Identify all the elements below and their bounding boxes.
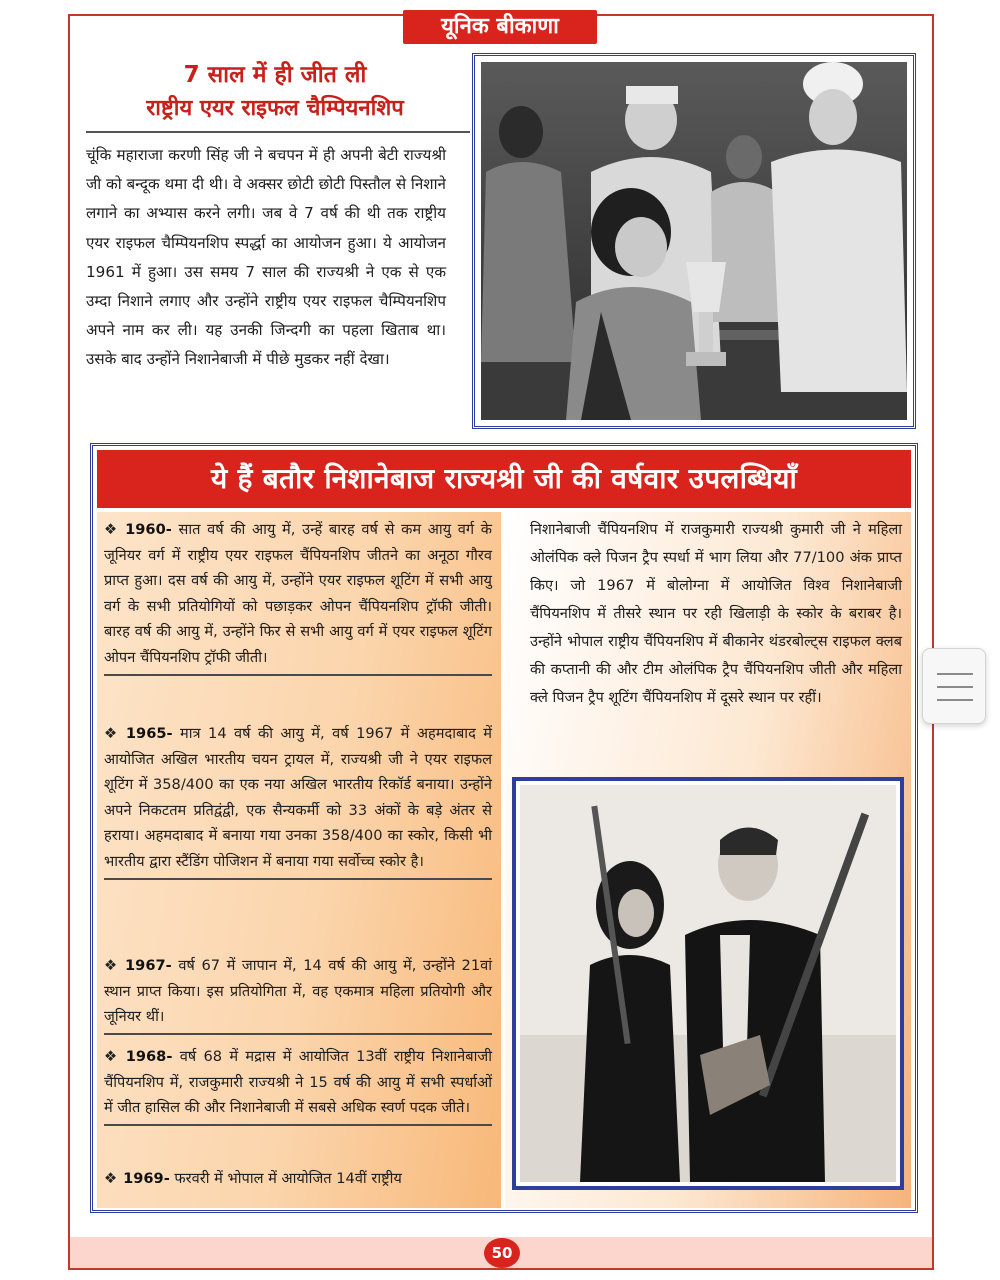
achievement-text: वर्ष 68 में मद्रास में आयोजित 13वीं राष्ट्रीय निशानेबाजी चैंपियनशिप में, राजकुमारी राज्यश्री ने 15 वर्ष की आयु में सभी स्पर्धाओं में जीत हासिल की और निशानेबाजी में सबसे अधिक स्वर्ण पदक जीते। xyxy=(104,1048,493,1117)
achievement-year: 1960- xyxy=(125,521,172,538)
photo-girl-with-trophy xyxy=(481,62,907,420)
achievement-1968 xyxy=(104,1044,492,1126)
hamburger-menu-button[interactable] xyxy=(922,648,986,724)
masthead: यूनिक बीकाणा xyxy=(403,10,597,44)
achievement-1965 xyxy=(104,721,492,880)
achievement-year: 1968- xyxy=(125,1048,173,1065)
achievement-text: सात वर्ष की आयु में, उन्हें बारह वर्ष से कम आयु वर्ग के जूनियर वर्ग में राष्ट्रीय एयर राइफल चैंपियनशिप जीतने का अनूठा गौरव प्राप्त हुआ। दस वर्ष की आयु में, उन्होंने एयर राइफल शूटिंग में सभी आयु वर्ग के सभी प्रतियोगियों को पछाड़कर ओपन चैंपियनशिप ट्रॉफी जीती। बारह वर्ष की आयु में, उन्होंने फिर से सभी आयु वर्ग में एयर राइफल शूटिंग ओपन चैंपियनशिप ट्रॉफी जीती। xyxy=(104,521,492,666)
achievement-year: 1965- xyxy=(125,725,173,742)
article-heading xyxy=(90,58,460,126)
achievement-1967 xyxy=(104,953,492,1035)
diamond-bullet-icon: ❖ xyxy=(104,957,120,974)
intro-paragraph: चूंकि महाराजा करणी सिंह जी ने बचपन में ही अपनी बेटी राज्यश्री जी को बन्दूक थमा दी थी। वे अक्सर छोटी छोटी पिस्तौल से निशाने लगाने का अभ्यास करने लगी। जब वे 7 वर्ष की थी तक राष्ट्रीय एयर राइफल चैम्पियनशिप स्पर्द्धा का आयोजन हुआ। ये आयोजन 1961 में हुआ। उस समय 7 साल की राज्यश्री ने एक से एक उम्दा निशाने लगाए और उन्होंने राष्ट्रीय एयर राइफल चैम्पियनशिप अपने नाम कर ली। यह उनकी जिन्दगी का पहला खिताब था। उसके बाद उन्होंने निशानेबाजी में पीछे मुडकर नहीं देखा। xyxy=(86,146,446,369)
diamond-bullet-icon: ❖ xyxy=(104,521,120,538)
diamond-bullet-icon: ❖ xyxy=(104,1048,120,1065)
photo-shooting-frame xyxy=(512,777,904,1190)
photo-shooters-with-guns xyxy=(520,785,896,1182)
achievement-year: 1969- xyxy=(123,1170,170,1187)
diamond-bullet-icon: ❖ xyxy=(104,725,120,742)
photo-trophy-frame xyxy=(472,53,916,429)
achievement-1969-continued: निशानेबाजी चैंपियनशिप में राजकुमारी राज्यश्री कुमारी जी ने महिला ओलंपिक क्ले पिजन ट्रैप स्पर्धा में भाग लिया और 77/100 अंक प्राप्त किए। जो 1967 में बोलोग्ना में आयोजित विश्व निशानेबाजी चैंपियनशिप में तीसरे स्थान पर रही खिलाड़ी के स्कोर के बराबर है। उन्होंने भोपाल राष्ट्रीय चैंपियनशिप में बीकानेर थंडरबोल्ट्स राइफल क्लब की कप्तानी की और टीम ओलंपिक ट्रैप चैंपियनशिप जीती और महिला क्ले पिजन ट्रैप शूटिंग चैंपियनशिप में दूसरे स्थान पर रहीं। xyxy=(530,521,902,706)
achievement-text: फरवरी में भोपाल में आयोजित 14वीं राष्ट्रीय xyxy=(174,1170,402,1187)
achievement-1960 xyxy=(104,517,492,676)
heading-line-1: 7 साल में ही जीत ली xyxy=(183,62,367,88)
heading-line-2: राष्ट्रीय एयर राइफल चैम्पियनशिप xyxy=(146,96,404,121)
achievement-text: मात्र 14 वर्ष की आयु में, वर्ष 1967 में अहमदाबाद में आयोजित अखिल भारतीय चयन ट्रायल में, राज्यश्री जी ने एयर राइफल शूटिंग में 358/400 का एक नया अखिल भारतीय रिकॉर्ड बनाया। उन्होंने अपने निकटतम प्रतिद्वंद्वी, एक सैन्यकर्मी को 33 अंकों के बड़े अंतर से हराया। अहमदाबाद में बनाया गया उनका 358/400 का स्कोर, किसी भी भारतीय द्वारा स्टैंडिंग पोजिशन में बनाया गया सर्वोच्च स्कोर है। xyxy=(104,725,493,870)
achievement-text: वर्ष 67 में जापान में, 14 वर्ष की आयु में, उन्होंने 21वां स्थान प्राप्त किया। इस प्रतियोगिता में, वह एकमात्र महिला प्रतियोगी और जूनियर थीं। xyxy=(104,957,493,1026)
heading-divider xyxy=(86,131,470,133)
page-number: 50 xyxy=(484,1238,520,1268)
achievement-year: 1967- xyxy=(125,957,172,974)
achievement-1969 xyxy=(104,1166,492,1195)
diamond-bullet-icon: ❖ xyxy=(104,1170,118,1187)
achievements-banner: ये हैं बतौर निशानेबाज राज्यश्री जी की वर्षवार उपलब्धियाँ xyxy=(97,450,911,508)
